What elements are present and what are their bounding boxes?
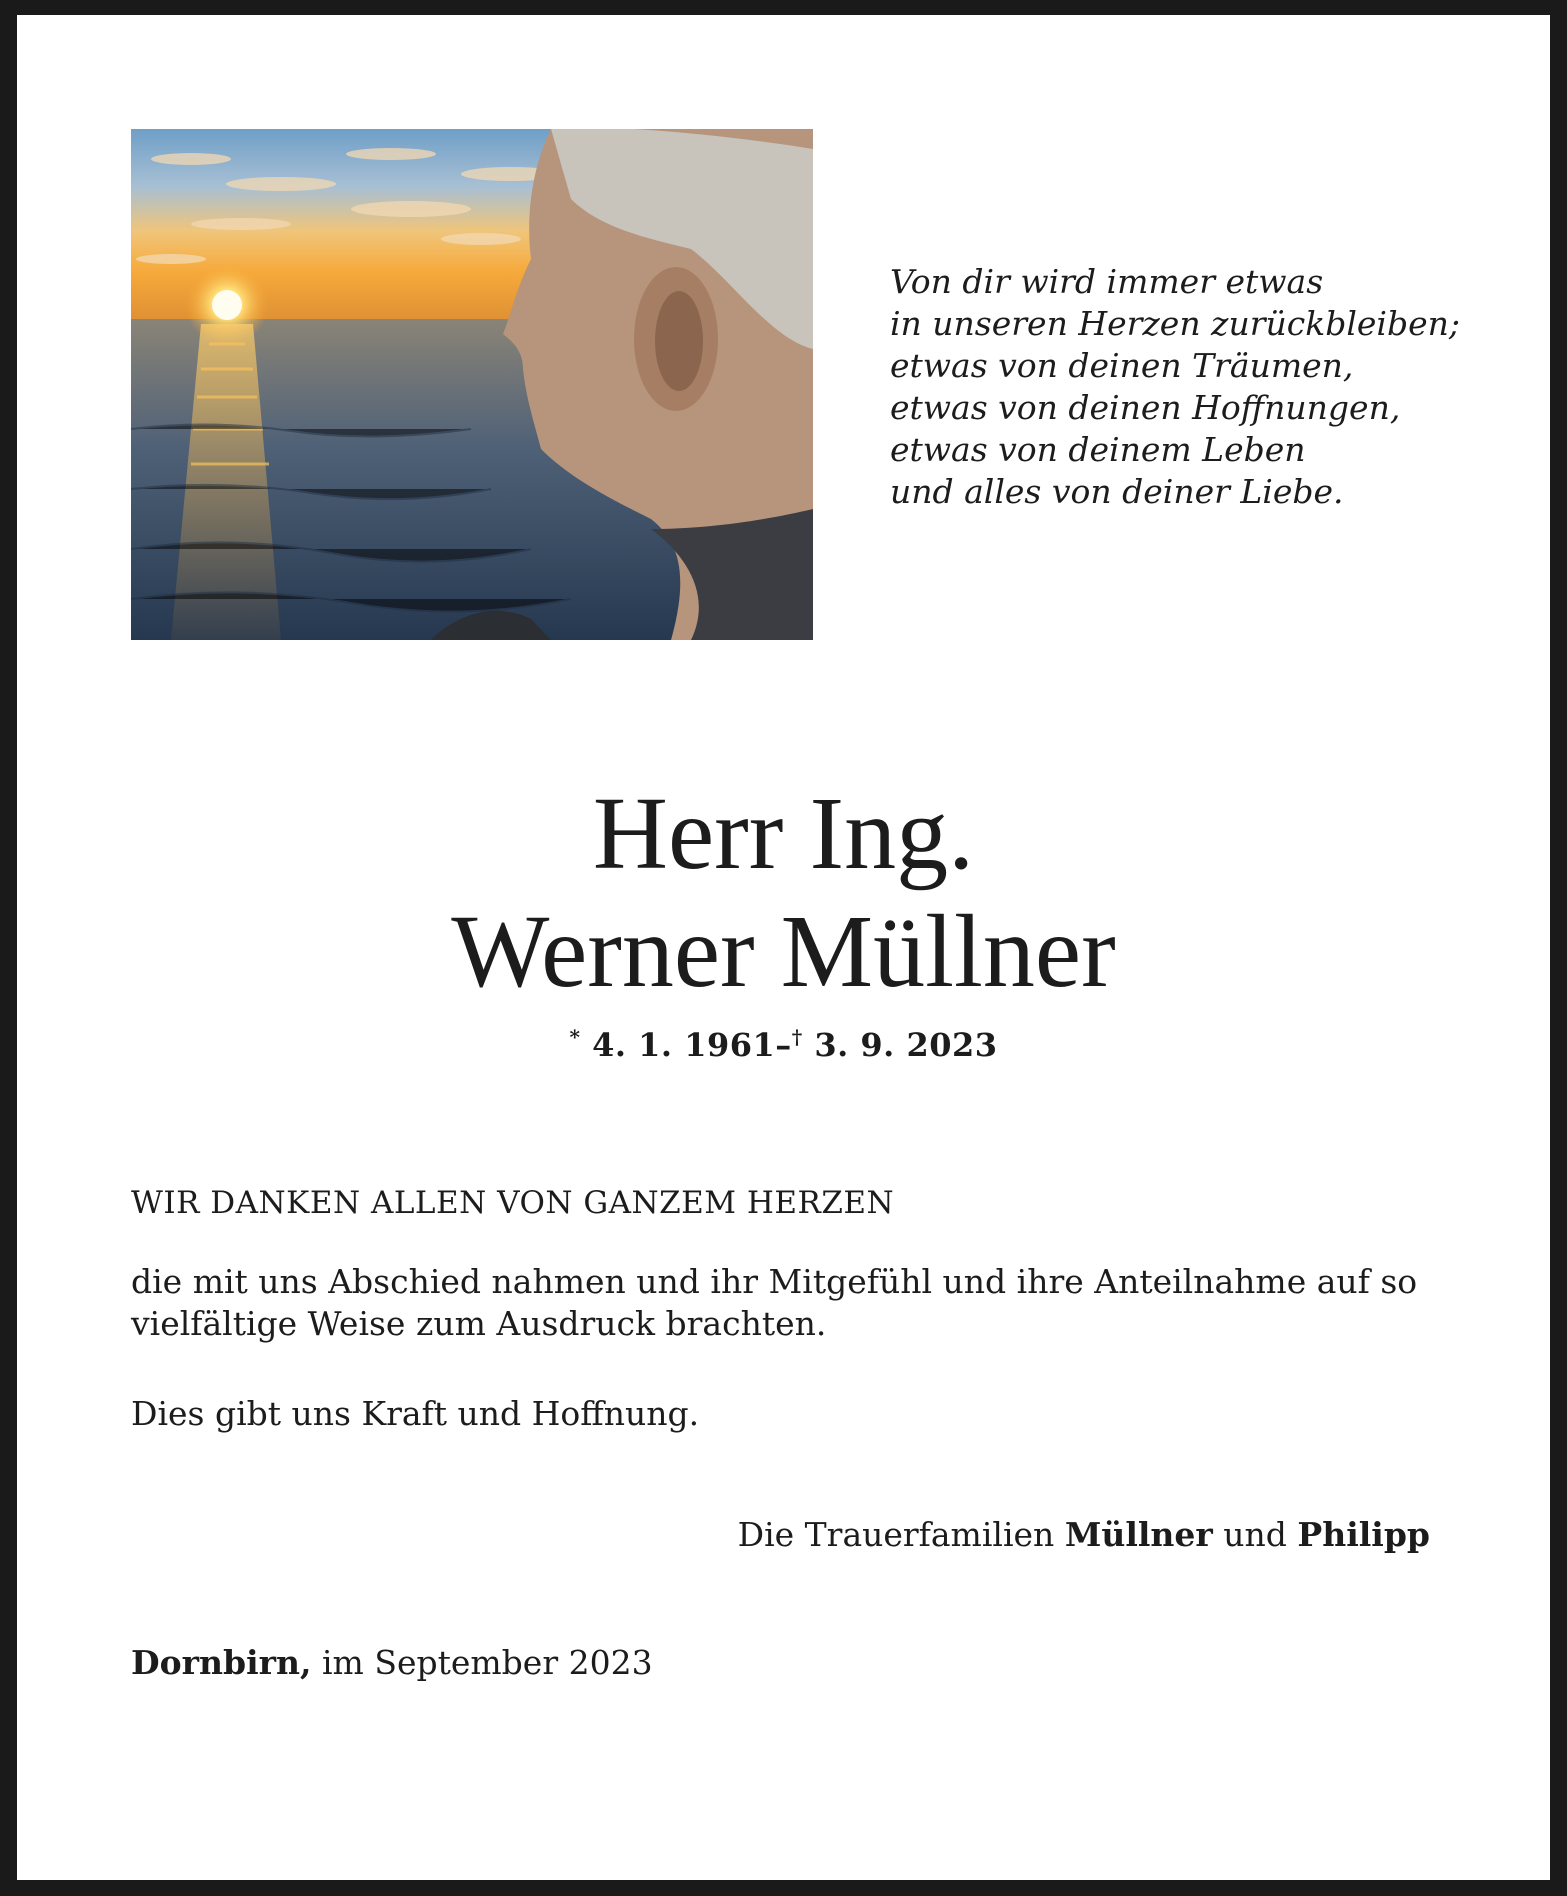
signature-prefix: Die Trauerfamilien	[737, 1515, 1055, 1554]
poem-line: Von dir wird immer etwas	[890, 262, 1324, 301]
thanks-paragraph-2	[131, 1393, 1451, 1435]
paragraph-line: vielfältige Weise zum Ausdruck brachten.	[131, 1304, 827, 1343]
sunset-portrait-image	[131, 129, 813, 640]
birth-date: 4. 1. 1961	[592, 1026, 776, 1064]
birth-symbol: *	[569, 1025, 581, 1049]
place-and-date	[131, 1643, 653, 1682]
poem-line: etwas von deinen Träumen,	[890, 346, 1354, 385]
deceased-name-block	[17, 775, 1550, 1065]
date-text: im September 2023	[322, 1643, 653, 1682]
thanks-heading: WIR DANKEN ALLEN VON GANZEM HERZEN	[131, 1185, 895, 1221]
date-separator: –	[775, 1026, 792, 1064]
life-dates	[17, 1017, 1550, 1065]
death-date: 3. 9. 2023	[814, 1026, 998, 1064]
paragraph-line: die mit uns Abschied nahmen und ihr Mitgefühl und ihre Anteilnahme auf so	[131, 1262, 1418, 1301]
deceased-title: Herr Ing.	[592, 776, 975, 891]
death-symbol: †	[791, 1025, 803, 1049]
memorial-poem	[890, 261, 1490, 513]
thanks-paragraph-1	[131, 1261, 1451, 1345]
obituary-page	[17, 15, 1550, 1880]
poem-line: in unseren Herzen zurückbleiben;	[890, 304, 1460, 343]
memorial-portrait-photo	[131, 129, 813, 640]
family-name-2: Philipp	[1297, 1515, 1430, 1554]
poem-line: und alles von deiner Liebe.	[890, 472, 1344, 511]
signature-conjunction: und	[1223, 1515, 1287, 1554]
paragraph-line: Dies gibt uns Kraft und Hoffnung.	[131, 1394, 700, 1433]
poem-line: etwas von deinen Hoffnungen,	[890, 388, 1401, 427]
poem-line: etwas von deinem Leben	[890, 430, 1306, 469]
deceased-name: Werner Müllner	[451, 894, 1116, 1009]
family-signature	[738, 1515, 1430, 1554]
place-name: Dornbirn,	[131, 1643, 312, 1682]
family-name-1: Müllner	[1064, 1515, 1213, 1554]
